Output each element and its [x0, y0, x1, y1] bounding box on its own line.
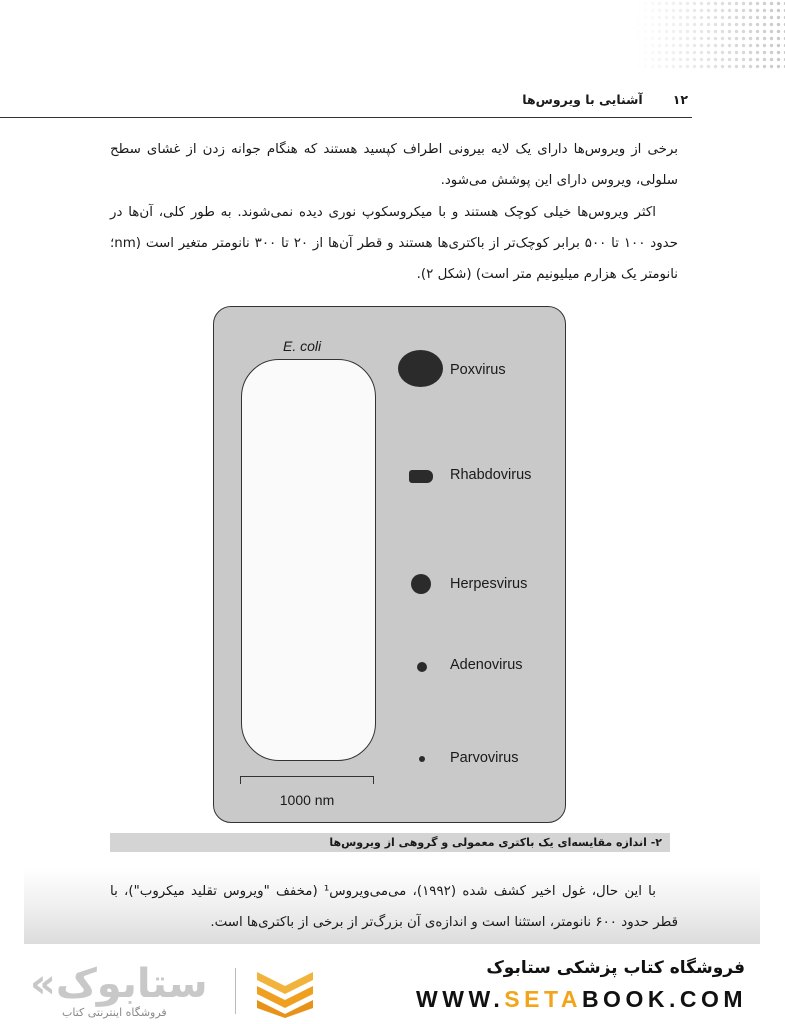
- herpesvirus-shape: [411, 574, 431, 594]
- parvovirus-label: Parvovirus: [450, 750, 519, 766]
- page-number: ۱۲: [672, 92, 688, 107]
- paragraph-1: [110, 134, 678, 196]
- chevron-stack-icon: [255, 966, 315, 1018]
- herpesvirus-label: Herpesvirus: [450, 576, 528, 592]
- chapter-title: آشنایی با ویروس‌ها: [522, 92, 643, 107]
- ecoli-cell-shape: [241, 359, 376, 761]
- url-prefix: WWW.: [416, 986, 505, 1012]
- paragraph-1-text: برخی از ویروس‌ها دارای یک لایه بیرونی اطراف کپسید هستند که هنگام جوانه زدن از غشای سطح سلولی، ویروس دارای این پوشش می‌شود.: [110, 142, 678, 188]
- parvovirus-shape: [419, 756, 425, 762]
- rhabdovirus-shape: [409, 470, 433, 483]
- decorative-dot-pattern: [635, 0, 785, 70]
- scale-bar: [240, 776, 374, 784]
- logo-subtitle: فروشگاه اینترنتی کتاب: [62, 1006, 167, 1019]
- url-suffix: BOOK.COM: [581, 986, 747, 1012]
- logo-text: ستابوک: [55, 961, 208, 1007]
- running-header: [522, 92, 688, 107]
- size-comparison-figure: [213, 306, 566, 823]
- scale-label: 1000 nm: [279, 792, 335, 808]
- logo-divider: [235, 968, 236, 1014]
- ecoli-label: E. coli: [283, 338, 322, 354]
- rhabdovirus-label: Rhabdovirus: [450, 467, 532, 483]
- poxvirus-label: Poxvirus: [450, 362, 506, 378]
- paragraph-2: [110, 197, 678, 290]
- logo-wordmark: [30, 962, 208, 1006]
- store-url-link[interactable]: [416, 986, 747, 1013]
- url-accent: SETA: [504, 986, 582, 1012]
- figure-caption: ۲- اندازه مقایسه‌ای یک باکتری معمولی و گروهی از ویروس‌ها: [110, 833, 670, 852]
- paragraph-3: [110, 876, 678, 938]
- setabook-logo[interactable]: [30, 962, 300, 1022]
- logo-arrows-icon: «: [30, 961, 56, 1007]
- header-rule: [0, 117, 692, 118]
- paragraph-2-text: اکثر ویروس‌ها خیلی کوچک هستند و با میکروسکوپ نوری دیده نمی‌شوند. به طور کلی، آن‌ها در حدود ۱۰۰ تا ۵۰۰ برابر کوچک‌تر از باکتری‌ها هستند و قطر آن‌ها از ۲۰ تا ۳۰۰ نانومتر متغیر است (nm؛ نانومتر یک هزارم میلیونیم متر است) (شکل ۲).: [110, 205, 678, 282]
- paragraph-3-text: با این حال، غول اخیر کشف شده (۱۹۹۲)، می‌می‌ویروس¹ (مخفف "ویروس تقلید میکروب")، با قطر حدود ۶۰۰ نانومتر، استثنا است و اندازه‌ی آن بزرگ‌تر از برخی از باکتری‌ها است.: [110, 884, 678, 930]
- store-name: فروشگاه کتاب پزشکی ستابوک: [486, 958, 745, 978]
- adenovirus-shape: [417, 662, 427, 672]
- adenovirus-label: Adenovirus: [450, 657, 523, 673]
- poxvirus-shape: [398, 350, 443, 387]
